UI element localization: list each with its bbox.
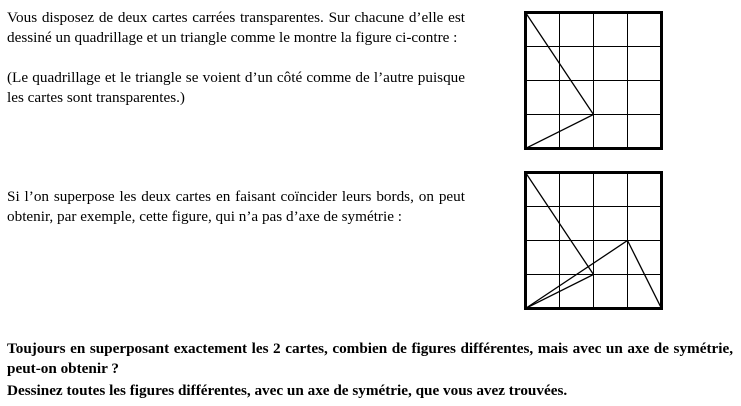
question-text: Toujours en superposant exactement les 2 cartes, combien de figures différentes, mais avec un axe de symétrie, peut-on obtenir ? <box>7 340 733 377</box>
superposed-grid-svg <box>524 171 663 310</box>
card-figure <box>524 11 663 150</box>
instruction-text: Dessinez toutes les figures différentes, avec un axe de symétrie, que vous avez trouvées. <box>7 382 568 399</box>
example-text: Si l’on superpose les deux cartes en faisant coïncider leurs bords, on peut obtenir, par exemple, cette figure, qui n’a pas d’axe de symétrie : <box>7 188 465 225</box>
card-grid-svg <box>524 11 663 150</box>
superposed-figure <box>524 171 663 310</box>
note-text: (Le quadrillage et le triangle se voient d’un côté comme de l’autre puisque les cartes sont transparentes.) <box>7 69 465 106</box>
intro-text: Vous disposez de deux cartes carrées transparentes. Sur chacune d’elle est dessiné un quadrillage et un triangle comme le montre la figure ci-contre : <box>7 9 465 46</box>
